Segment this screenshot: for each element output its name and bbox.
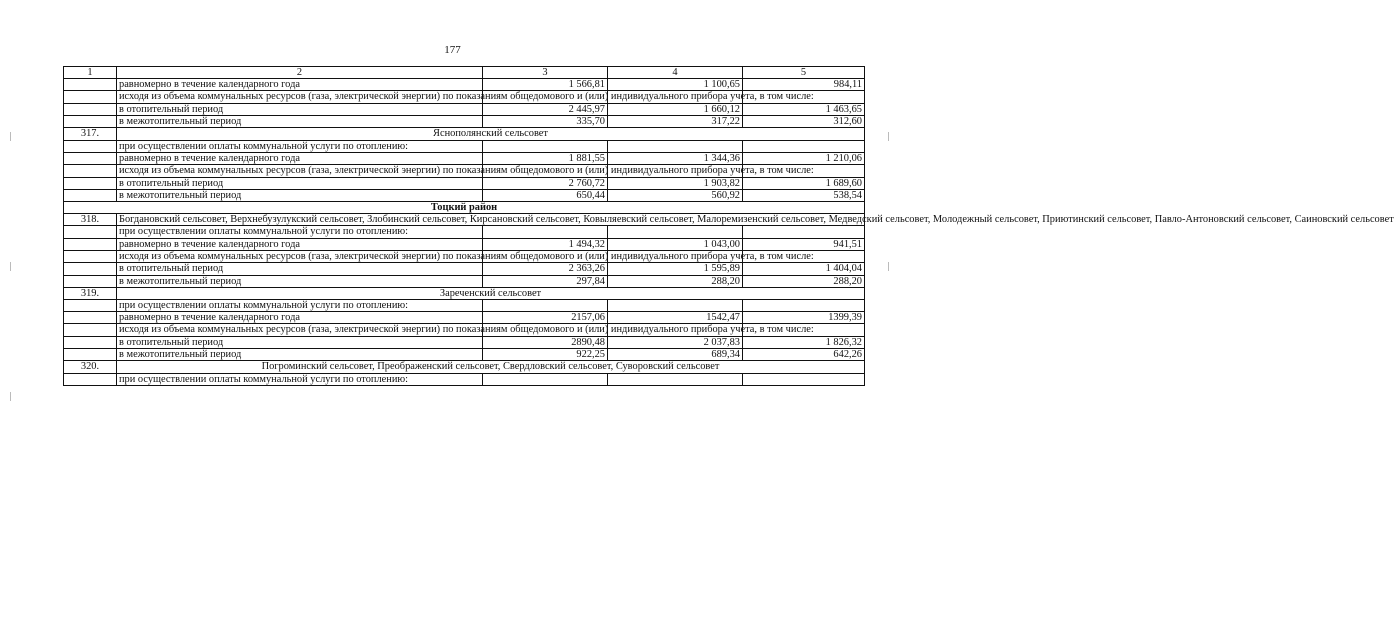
value-col-4: 317,22 xyxy=(608,116,743,128)
row-number-cell xyxy=(64,104,117,116)
row-number-cell xyxy=(64,337,117,349)
value-col-5: 984,11 xyxy=(743,79,865,91)
row-label: в межотопительный период xyxy=(117,189,483,201)
row-label: при осуществлении оплаты коммунальной услуги по отоплению: xyxy=(117,226,483,238)
value-col-4: 560,92 xyxy=(608,189,743,201)
district-name: Тоцкий район xyxy=(64,202,865,214)
district-row xyxy=(64,202,865,214)
table-row xyxy=(64,226,865,238)
table-row xyxy=(64,79,865,91)
value-col-5: 1 463,65 xyxy=(743,104,865,116)
table-body xyxy=(64,79,1394,386)
value-col-3: 2 760,72 xyxy=(483,177,608,189)
tariff-table xyxy=(63,66,1394,386)
value-col-3: 2 363,26 xyxy=(483,263,608,275)
value-col-5: 312,60 xyxy=(743,116,865,128)
value-col-3 xyxy=(483,140,608,152)
value-col-4: 689,34 xyxy=(608,349,743,361)
table-row xyxy=(64,104,865,116)
value-col-4: 288,20 xyxy=(608,275,743,287)
header-col-5: 5 xyxy=(743,67,865,79)
row-label: равномерно в течение календарного года xyxy=(117,79,483,91)
region-row xyxy=(64,287,865,299)
value-col-5 xyxy=(743,300,865,312)
row-label: в межотопительный период xyxy=(117,349,483,361)
row-label: исходя из объема коммунальных ресурсов (газа, электрической энергии) по показаниям общедомового и (или) индивидуального прибора учета, в том числе: xyxy=(117,165,483,178)
row-number-cell xyxy=(64,238,117,250)
header-col-4: 4 xyxy=(608,67,743,79)
value-col-5 xyxy=(743,140,865,152)
row-number-cell xyxy=(64,226,117,238)
value-col-5: 1399,39 xyxy=(743,312,865,324)
row-number: 320. xyxy=(64,361,117,373)
row-number: 317. xyxy=(64,128,117,140)
value-col-4: 1 903,82 xyxy=(608,177,743,189)
row-label: при осуществлении оплаты коммунальной услуги по отоплению: xyxy=(117,140,483,152)
header-col-3: 3 xyxy=(483,67,608,79)
table-row xyxy=(64,275,865,287)
row-label: при осуществлении оплаты коммунальной услуги по отоплению: xyxy=(117,300,483,312)
region-name: Яснополянский сельсовет xyxy=(117,128,865,140)
value-col-3: 2890,48 xyxy=(483,337,608,349)
header-col-2: 2 xyxy=(117,67,483,79)
table-row xyxy=(64,91,865,104)
table-row xyxy=(64,140,865,152)
region-row xyxy=(64,361,865,373)
value-col-3: 1 881,55 xyxy=(483,152,608,164)
region-name: Погроминский сельсовет, Преображенский сельсовет, Свердловский сельсовет, Суворовский сельсовет xyxy=(117,361,865,373)
row-number-cell xyxy=(64,373,117,385)
row-label: в отопительный период xyxy=(117,263,483,275)
value-col-3 xyxy=(483,373,608,385)
row-number-cell xyxy=(64,152,117,164)
value-col-5: 941,51 xyxy=(743,238,865,250)
value-col-3: 2157,06 xyxy=(483,312,608,324)
value-col-4 xyxy=(608,300,743,312)
table-row xyxy=(64,165,865,178)
table-row xyxy=(64,189,865,201)
margin-mark xyxy=(888,132,889,141)
value-col-4 xyxy=(608,226,743,238)
value-col-4: 1 043,00 xyxy=(608,238,743,250)
value-col-4 xyxy=(608,140,743,152)
value-col-3: 2 445,97 xyxy=(483,104,608,116)
table-row xyxy=(64,263,865,275)
header-row xyxy=(64,67,865,79)
row-number-cell xyxy=(64,263,117,275)
table-row xyxy=(64,337,865,349)
margin-mark xyxy=(10,392,11,401)
value-col-3 xyxy=(483,226,608,238)
value-col-4: 1 100,65 xyxy=(608,79,743,91)
value-col-5: 1 404,04 xyxy=(743,263,865,275)
table-row xyxy=(64,300,865,312)
value-col-5: 1 210,06 xyxy=(743,152,865,164)
value-col-5: 538,54 xyxy=(743,189,865,201)
table-row xyxy=(64,349,865,361)
value-col-4: 2 037,83 xyxy=(608,337,743,349)
region-row xyxy=(64,128,865,140)
value-col-4: 1 595,89 xyxy=(608,263,743,275)
row-label: исходя из объема коммунальных ресурсов (газа, электрической энергии) по показаниям общедомового и (или) индивидуального прибора учета, в том числе: xyxy=(117,324,483,337)
table-row xyxy=(64,373,865,385)
row-number-cell xyxy=(64,312,117,324)
row-number-cell xyxy=(64,349,117,361)
row-label: при осуществлении оплаты коммунальной услуги по отоплению: xyxy=(117,373,483,385)
row-label: в отопительный период xyxy=(117,177,483,189)
row-label: исходя из объема коммунальных ресурсов (газа, электрической энергии) по показаниям общедомового и (или) индивидуального прибора учета, в том числе: xyxy=(117,250,483,263)
row-label: в отопительный период xyxy=(117,337,483,349)
row-number-cell xyxy=(64,116,117,128)
margin-mark xyxy=(10,262,11,271)
row-number-cell xyxy=(64,140,117,152)
row-number-cell xyxy=(64,165,117,178)
region-name: Богдановский сельсовет, Верхнебузулукский сельсовет, Злобинский сельсовет, Кирсановский сельсовет, Ковыляевский сельсовет, Малоремизенский сельсовет, Медведский сельсовет, Молодежный сельсовет, Приютинский сельсовет, Павло-Антоновский сельсовет, Саиновский сельсовет xyxy=(117,214,865,226)
value-col-3: 335,70 xyxy=(483,116,608,128)
value-col-5: 1 689,60 xyxy=(743,177,865,189)
value-col-3: 1 494,32 xyxy=(483,238,608,250)
table-row xyxy=(64,238,865,250)
value-col-5: 1 826,32 xyxy=(743,337,865,349)
value-col-3: 1 566,81 xyxy=(483,79,608,91)
row-label: исходя из объема коммунальных ресурсов (газа, электрической энергии) по показаниям общедомового и (или) индивидуального прибора учета, в том числе: xyxy=(117,91,483,104)
value-col-4: 1542,47 xyxy=(608,312,743,324)
value-col-3 xyxy=(483,300,608,312)
row-label: в межотопительный период xyxy=(117,275,483,287)
row-number-cell xyxy=(64,324,117,337)
row-label: в межотопительный период xyxy=(117,116,483,128)
table-row xyxy=(64,177,865,189)
value-col-5 xyxy=(743,226,865,238)
value-col-3: 922,25 xyxy=(483,349,608,361)
value-col-3: 297,84 xyxy=(483,275,608,287)
row-label: равномерно в течение календарного года xyxy=(117,152,483,164)
value-col-5: 288,20 xyxy=(743,275,865,287)
table-row xyxy=(64,312,865,324)
page-number: 177 xyxy=(444,44,461,56)
margin-mark xyxy=(10,132,11,141)
region-row xyxy=(64,214,865,226)
region-name: Зареченский сельсовет xyxy=(117,287,865,299)
row-number-cell xyxy=(64,275,117,287)
row-number: 319. xyxy=(64,287,117,299)
row-number-cell xyxy=(64,189,117,201)
header-col-1: 1 xyxy=(64,67,117,79)
row-number-cell xyxy=(64,177,117,189)
value-col-4: 1 660,12 xyxy=(608,104,743,116)
table-row xyxy=(64,250,865,263)
value-col-5 xyxy=(743,373,865,385)
row-number-cell xyxy=(64,250,117,263)
value-col-5: 642,26 xyxy=(743,349,865,361)
row-number: 318. xyxy=(64,214,117,226)
margin-mark xyxy=(888,262,889,271)
row-number-cell xyxy=(64,79,117,91)
table-row xyxy=(64,116,865,128)
row-label: в отопительный период xyxy=(117,104,483,116)
table-row xyxy=(64,152,865,164)
value-col-4 xyxy=(608,373,743,385)
row-label: равномерно в течение календарного года xyxy=(117,238,483,250)
row-label: равномерно в течение календарного года xyxy=(117,312,483,324)
value-col-3: 650,44 xyxy=(483,189,608,201)
row-number-cell xyxy=(64,91,117,104)
row-number-cell xyxy=(64,300,117,312)
value-col-4: 1 344,36 xyxy=(608,152,743,164)
table-row xyxy=(64,324,865,337)
